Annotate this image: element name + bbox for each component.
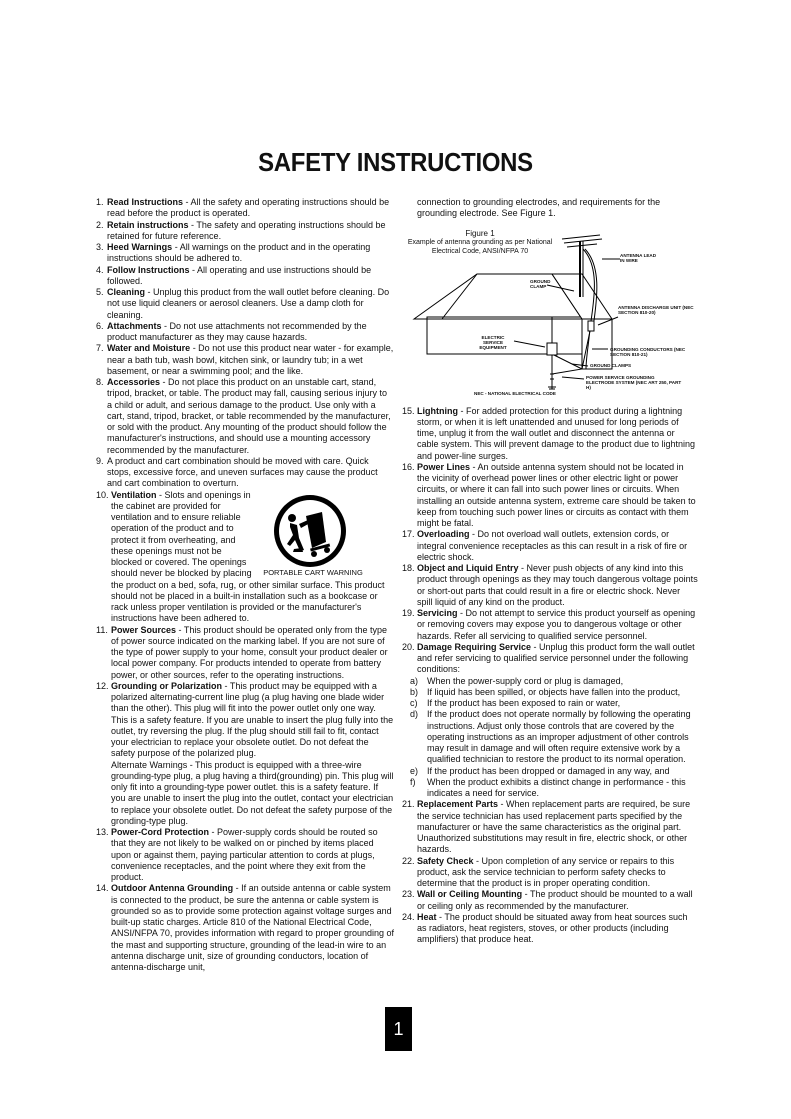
- item-heading: Heat: [417, 911, 437, 922]
- item-number: 1.: [96, 197, 104, 207]
- list-item: [402, 856, 698, 890]
- item-text: blocked or covered. The openings: [111, 557, 247, 567]
- item-text: - This product should be operated only from the type of power source indicated on the marking label. If you are not sure of the type of power supply to your home, consult your product dealer or local power company. For products intended to operate from battery power, or other sources, refer to the operating instructions.: [111, 624, 388, 680]
- item-number: 9.: [96, 455, 104, 466]
- page-number: 1: [385, 1007, 412, 1051]
- item-number: 7.: [96, 343, 104, 354]
- item-text: - Slots and openings in: [156, 489, 251, 500]
- item-heading: Water and Moisture: [107, 343, 191, 354]
- item-14-continued: connection to grounding electrodes, and requirements for the grounding electrode. See Figure 1.: [417, 197, 661, 219]
- item-heading: Read Instructions: [107, 197, 184, 207]
- item-text: - Do not overload wall outlets, extension cords, or integral convenience receptacles as this can result in a risk of fire or electric shock.: [417, 529, 688, 562]
- item-heading: Follow Instructions: [107, 264, 190, 275]
- list-item: [96, 197, 394, 220]
- item-number: 23.: [402, 889, 415, 900]
- item-heading: Safety Check: [417, 855, 474, 866]
- item-text: - Do not attempt to service this product yourself as opening or removing covers may expose you to dangerous voltage or other hazards. Refer all servicing to qualified service personnel.: [417, 608, 696, 641]
- item-heading: Outdoor Antenna Grounding: [111, 883, 234, 894]
- label-nec: NEC - NATIONAL ELECTRICAL CODE: [474, 391, 556, 396]
- sub-list-item: [402, 709, 698, 765]
- list-item: [96, 456, 394, 490]
- portable-cart-warning: [258, 494, 368, 577]
- item-text: ventilation and to ensure reliable: [111, 512, 241, 522]
- item-heading: Power Lines: [417, 461, 471, 472]
- label-ground-clamp: GROUND CLAMP: [530, 279, 551, 290]
- item-heading: Accessories: [107, 377, 161, 387]
- item-text: A product and cart combination should be moved with care. Quick stops, excessive force, and uneven surfaces may cause the product and cart combination to overturn.: [107, 455, 378, 489]
- sub-list-item: [402, 698, 698, 709]
- item-heading: Attachments: [107, 320, 162, 331]
- item-text: - Never push objects of any kind into this product through openings as they may touch dangerous voltage points or short-out parts that could result in a fire or electric shock. Never spill liquid of any kind on the product.: [417, 563, 698, 607]
- item-text: If the product does not operate normally by following the operating instructions. Adjust only those controls that are covered by the operating instructions as an improper adjustment of other controls may result in damage and will often require extensive work by a qualified technician to restore the product to its normal operation.: [427, 709, 691, 765]
- list-item: [402, 406, 698, 462]
- item-number: 18.: [402, 563, 415, 573]
- item-text: - An outside antenna system should not be located in the vicinity of overhead power lines or other electric light or power circuits, or where it can fall into such power lines or circuits. When installing an outside antenna system, extreme care should be taken to keep from touching such power lines or circuits as contact with them might be fatal.: [417, 461, 696, 528]
- item-number: 11.: [96, 624, 108, 635]
- item-number: 12.: [96, 680, 109, 691]
- label-ground-clamps: GROUND CLAMPS: [590, 363, 632, 368]
- list-item: [96, 220, 394, 243]
- item-number: 10.: [96, 489, 109, 500]
- label-antenna-lead-in: ANTENNA LEAD IN WIRE: [620, 253, 657, 264]
- item-text: - Do not use attachments not recommended by the product manufacturer as they may cause hazards.: [107, 320, 367, 342]
- item-heading: Object and Liquid Entry: [417, 563, 519, 573]
- item-text: - When replacement parts are required, be sure the service technician has used replacement parts specified by the manufacturer or have the same characteristics as the original part. Unauthorized substitutions may result in fire, electric shock, or other hazards.: [417, 799, 691, 855]
- list-item: [402, 889, 698, 912]
- sub-list-item: [402, 777, 698, 800]
- item-text: operation of the product and to: [111, 523, 234, 534]
- label-discharge-unit: ANTENNA DISCHARGE UNIT (NEC SECTION 810-20): [618, 305, 694, 316]
- item-number: 8.: [96, 377, 104, 387]
- item-number: f): [410, 776, 416, 787]
- item-heading: Ventilation: [111, 489, 157, 500]
- cart-warning-icon: [266, 494, 354, 568]
- list-item: [96, 287, 394, 321]
- item-number: 6.: [96, 320, 104, 331]
- item-heading: Grounding or Polarization: [111, 680, 222, 691]
- item-number: b): [410, 686, 419, 697]
- item-text: If the product has been exposed to rain or water,: [427, 698, 621, 708]
- sub-list-item: [402, 687, 698, 698]
- item-heading: Heed Warnings: [107, 242, 173, 252]
- item-number: e): [410, 765, 419, 776]
- list-item: [96, 321, 394, 344]
- item-text: - All warnings on the product and in the operating instructions should be adhered to.: [107, 242, 371, 264]
- antenna-grounding-figure: [402, 229, 698, 404]
- item-number: 14.: [96, 883, 109, 894]
- item-heading: Cleaning: [107, 287, 146, 297]
- list-item: [402, 563, 698, 608]
- item-number: 24.: [402, 911, 415, 922]
- item-number: 3.: [96, 242, 104, 252]
- item-number: d): [410, 709, 419, 720]
- list-item: [96, 760, 394, 828]
- sub-list-item: [402, 676, 698, 687]
- item-heading: Power Sources: [111, 624, 177, 635]
- item-text: - Upon completion of any service or repairs to this product, ask the service technician to perform safety checks to determine that the product is in proper operating condition.: [417, 855, 675, 888]
- item-text: - Power-supply cords should be routed so that they are not likely to be walked on or pinched by items placed upon or against them, paying particular attention to cords at plugs, convenience receptacles, and the point where they exit from the product.: [111, 827, 378, 882]
- list-item: [96, 827, 394, 883]
- item-text: When the power-supply cord or plug is damaged,: [427, 675, 624, 686]
- item-text: - This product may be equipped with a polarized alternating-current line plug (a plug having one blade wider than the other). This plug will fit into the power outlet only one way. This is a safety feature. If you are unable to insert the plug fully into the outlet, try reversing the plug. If the plug should still fail to fit, contact your electrician to replace your obsolete outlet. Do not defeat the safety purpose of the polarized plug.: [111, 680, 394, 759]
- item-number: 2.: [96, 219, 104, 230]
- figure-caption-text: Example of antenna grounding as per National Electrical Code, ANSI/NFPA 70: [407, 239, 553, 255]
- item-text: - The product should be mounted to a wall or ceiling only as recommended by the manufacturer.: [417, 889, 693, 911]
- item-heading: Retain instructions: [107, 219, 189, 230]
- item-number: 16.: [402, 461, 415, 472]
- item-number: a): [410, 675, 419, 686]
- item-text: should never be blocked by placing: [111, 568, 252, 579]
- page-title: SAFETY INSTRUCTIONS: [258, 147, 533, 177]
- item-number: 4.: [96, 264, 104, 275]
- item-heading: Lightning: [417, 405, 458, 416]
- item-heading: Replacement Parts: [417, 799, 499, 810]
- item-text: - Do not use this product near water - for example, near a bath tub, wash bowl, kitchen sink, or laundry tub; in a wet basement, or near a swimming pool; and the like.: [107, 343, 394, 376]
- item-number: c): [410, 698, 418, 708]
- item-text: Alternate Warnings - This product is equipped with a three-wire grounding-type plug, a plug having a third(grounding) pin. This plug will only fit into a grounding-type power outlet. this is a safety feature. If you are unable to insert the plug into the outlet, contact your electrician to replace your obsolete outlet. Do not defeat the safety purpose of the gronding-type plug.: [111, 759, 394, 826]
- item-number: 20.: [402, 641, 415, 652]
- item-text: protect it from overheating, and: [111, 534, 236, 545]
- label-grounding-electrode: POWER SERVICE GROUNDING ELECTRODE SYSTEM (NEC ART 250, PART H): [586, 375, 682, 391]
- label-service-equipment: ELECTRIC SERVICE EQUIPMENT: [479, 335, 507, 351]
- item-text: - All the safety and operating instructions should be read before the product is operated.: [107, 197, 390, 219]
- list-item: [96, 681, 394, 760]
- left-column: [96, 197, 394, 973]
- list-item: [96, 883, 394, 973]
- item-number: 13.: [96, 827, 109, 837]
- item-text: the cabinet are provided for: [111, 500, 221, 511]
- item-number: 15.: [402, 405, 415, 416]
- list-item: [402, 799, 698, 855]
- item-text: - Unplug this product from the wall outlet before cleaning. Do not use liquid cleaners or aerosol cleaners. Use a damp cloth for cleaning.: [107, 287, 390, 320]
- list-item: [402, 529, 698, 563]
- list-item: [402, 642, 698, 676]
- item-text: - If an outside antenna or cable system is connected to the product, be sure the antenna or cable system is grounded so as to provide some protection against voltage surges and built-up static charges. Article 810 of the National Electrical Code, ANSI/NFPA 70, provides information with regard to proper grounding of the mast and supporting structure, grounding of the lead-in wire to an antenna discharge unit, size of grounding conductors, location of antenna-discharge unit,: [111, 883, 394, 972]
- list-item: [402, 608, 698, 642]
- item-text: - For added protection for this product during a lightning storm, or when it is left unattended and unused for long periods of time, unplug it from the wall outlet and disconnect the antenna or cable system. This will prevent damage to the product due to lightning and power-line surges.: [417, 405, 695, 461]
- list-item: [96, 242, 394, 265]
- item-text: - All operating and use instructions should be followed.: [107, 264, 372, 286]
- item-heading: Overloading: [417, 529, 470, 540]
- item-heading: Servicing: [417, 608, 458, 618]
- figure-number: Figure 1: [465, 229, 495, 238]
- item-number: 17.: [402, 529, 415, 540]
- item-heading: Damage Requiring Service: [417, 641, 532, 652]
- list-item: [96, 377, 394, 456]
- item-heading: Power-Cord Protection: [111, 827, 210, 837]
- item-text: - The product should be situated away from heat sources such as radiators, heat registers, stoves, or other products (including amplifiers) that produce heat.: [417, 911, 688, 945]
- item-text: these openings must not be: [111, 545, 222, 556]
- item-text: If liquid has been spilled, or objects have fallen into the product,: [427, 686, 681, 697]
- list-item: [402, 912, 698, 946]
- item-text: If the product has been dropped or damaged in any way, and: [427, 765, 670, 776]
- item-text: - Unplug this product form the wall outlet and refer servicing to qualified service personnel under the following conditions:: [417, 641, 695, 675]
- label-grounding-conductors: GROUNDING CONDUCTORS (NEC SECTION 810-21): [610, 347, 686, 358]
- item-text: the product on a bed, sofa, rug, or other similar surface. This product should not be placed in a built-in installation such as a bookcase or rack unless proper ventilation is provided or the manufacturer's instructions have been adhered to.: [111, 579, 385, 624]
- item-text: - The safety and operating instructions should be retained for future reference.: [107, 219, 386, 241]
- item-number: 19.: [402, 608, 415, 618]
- list-item: [402, 462, 698, 530]
- item-number: 21.: [402, 799, 415, 810]
- item-number: 22.: [402, 855, 415, 866]
- sub-list-item: [402, 766, 698, 777]
- item-heading: Wall or Ceiling Mounting: [417, 889, 523, 900]
- item-number: 5.: [96, 287, 104, 297]
- item-text: - Do not place this product on an unstable cart, stand, tripod, bracket, or table. The product may fall, causing serious injury to a child or adult, and serious damage to the product. Use only with a cart, stand, tripod, bracket, or table recommended by the manufacturer, or sold with the product. Any mounting of the product should follow the manufacturer's instructions, and should use a mounting accessory recommended by the manufacturer.: [107, 377, 391, 455]
- list-item: [96, 343, 394, 377]
- item-text: When the product exhibits a distinct change in performance - this indicates a need for service.: [427, 776, 686, 798]
- cart-caption: PORTABLE CART WARNING: [263, 568, 363, 577]
- list-item: [96, 625, 394, 681]
- list-item: [96, 265, 394, 288]
